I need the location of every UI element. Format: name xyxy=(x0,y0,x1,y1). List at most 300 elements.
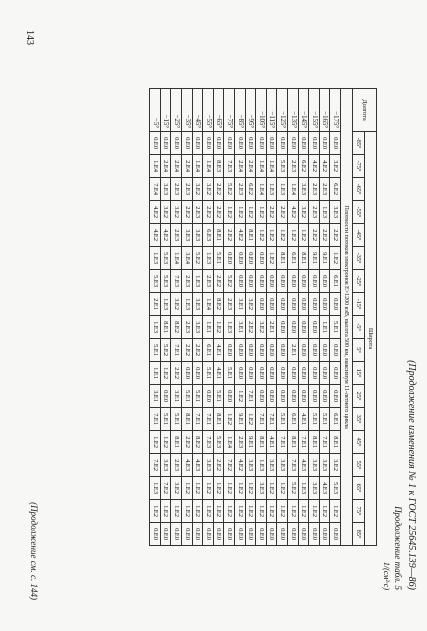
page-number: 143 xyxy=(24,30,35,45)
flux-value-cell: 5.E1 xyxy=(330,316,341,339)
latitude-header: -55° xyxy=(353,201,365,224)
flux-value-cell: 0.E0 xyxy=(245,339,256,362)
table-row xyxy=(213,89,224,546)
flux-value-cell: 0.E0 xyxy=(235,523,246,546)
table-row xyxy=(182,89,193,546)
flux-value-cell: 2.E3 xyxy=(288,155,299,178)
flux-value-cell: 5.E2 xyxy=(224,178,235,201)
flux-value-cell: 0.E0 xyxy=(160,132,171,155)
flux-value-cell: 2.E3 xyxy=(171,224,182,247)
table-row xyxy=(192,89,203,546)
flux-value-cell: 3.E3 xyxy=(256,477,267,500)
flux-value-cell: 4.E1 xyxy=(213,362,224,385)
flux-value-cell: 0.E0 xyxy=(266,523,277,546)
latitude-header: 85° xyxy=(353,523,365,546)
latitude-header: 65° xyxy=(353,477,365,500)
longitude-cell: −135° xyxy=(288,89,299,132)
header-row-group xyxy=(365,89,377,546)
longitude-cell: −35° xyxy=(182,89,193,132)
table-row xyxy=(266,89,277,546)
flux-value-cell: 0.E0 xyxy=(288,132,299,155)
flux-value-cell: 0.E0 xyxy=(319,270,330,293)
flux-value-cell: 0.E0 xyxy=(224,132,235,155)
flux-value-cell: 5.E1 xyxy=(277,408,288,431)
flux-value-cell: 7.E2 xyxy=(150,454,161,477)
flux-value-cell: 1.E3 xyxy=(298,477,309,500)
flux-value-cell: 0.E0 xyxy=(298,132,309,155)
latitude-header: -25° xyxy=(353,270,365,293)
flux-value-cell: 1.E2 xyxy=(171,500,182,523)
flux-value-cell: 4.E2 xyxy=(150,224,161,247)
flux-value-cell: 0.E0 xyxy=(330,132,341,155)
flux-value-cell: 0.E0 xyxy=(266,339,277,362)
flux-value-cell: 4.E2 xyxy=(235,454,246,477)
flux-value-cell: 3.E3 xyxy=(182,224,193,247)
flux-value-cell: 3.E2 xyxy=(171,293,182,316)
flux-value-cell: 3.E2 xyxy=(330,454,341,477)
flux-value-cell: 1.E2 xyxy=(160,362,171,385)
flux-value-cell: 4.E1 xyxy=(298,408,309,431)
flux-value-cell: 8.E1 xyxy=(182,408,193,431)
flux-value-cell: 3.E3 xyxy=(203,454,214,477)
flux-value-cell: 1.E2 xyxy=(224,201,235,224)
flux-value-cell: 5.E1 xyxy=(203,362,214,385)
flux-value-cell: 1.E4 xyxy=(203,155,214,178)
flux-value-cell: 1.E4 xyxy=(171,247,182,270)
flux-value-cell: 2.E3 xyxy=(182,270,193,293)
flux-value-cell: 1.E2 xyxy=(288,500,299,523)
flux-value-cell: 3.E3 xyxy=(192,293,203,316)
flux-value-cell: 5.E3 xyxy=(213,431,224,454)
flux-value-cell: 5.E2 xyxy=(224,270,235,293)
flux-value-cell: 1.E3 xyxy=(192,270,203,293)
longitude-cell: −75° xyxy=(224,89,235,132)
flux-value-cell: 7.E3 xyxy=(171,270,182,293)
flux-value-cell: 5.E1 xyxy=(160,408,171,431)
flux-value-cell: 3.E3 xyxy=(192,316,203,339)
flux-value-cell: 0.E0 xyxy=(235,270,246,293)
flux-value-cell: 0.E0 xyxy=(298,270,309,293)
flux-value-cell: 3.E2 xyxy=(298,201,309,224)
flux-value-cell: 0.E0 xyxy=(319,385,330,408)
table-row xyxy=(277,89,288,546)
flux-value-cell: 0.E0 xyxy=(288,362,299,385)
flux-value-cell: 0.E0 xyxy=(182,132,193,155)
flux-value-cell: 6.E1 xyxy=(288,408,299,431)
flux-value-cell: 3.E3 xyxy=(160,178,171,201)
flux-value-cell: 3.E3 xyxy=(192,224,203,247)
flux-value-cell: 2.E4 xyxy=(160,155,171,178)
longitude-cell: −95° xyxy=(245,89,256,132)
flux-value-cell: 0.E0 xyxy=(256,247,267,270)
flux-value-cell: 1.E2 xyxy=(288,224,299,247)
longitude-cell: −5° xyxy=(150,89,161,132)
flux-value-cell: 1.E2 xyxy=(245,408,256,431)
flux-value-cell: 1.E3 xyxy=(224,316,235,339)
longitude-cell: −155° xyxy=(309,89,320,132)
flux-value-cell: 0.E0 xyxy=(224,247,235,270)
flux-value-cell: 0.E0 xyxy=(319,293,330,316)
flux-value-cell: 1.E2 xyxy=(277,477,288,500)
flux-value-cell: 1.E4 xyxy=(266,155,277,178)
flux-value-cell: 5.E3 xyxy=(160,270,171,293)
flux-value-cell: 6.E2 xyxy=(245,178,256,201)
longitude-cell: −45° xyxy=(192,89,203,132)
latitude-header: -35° xyxy=(353,247,365,270)
flux-value-cell: 7.E1 xyxy=(266,408,277,431)
latitude-header: 5° xyxy=(353,339,365,362)
flux-value-cell: 2.E2 xyxy=(182,431,193,454)
flux-value-cell: 5.E1 xyxy=(213,385,224,408)
flux-value-cell: 2.E2 xyxy=(266,201,277,224)
flux-value-cell: 0.E0 xyxy=(192,132,203,155)
flux-value-cell: 3.E3 xyxy=(266,454,277,477)
flux-value-cell: 9.E1 xyxy=(235,408,246,431)
flux-value-cell: 3.E4 xyxy=(182,247,193,270)
flux-value-cell: 7.E4 xyxy=(150,178,161,201)
flux-value-cell: 1.E2 xyxy=(213,477,224,500)
flux-value-cell: 1.E2 xyxy=(150,500,161,523)
longitude-cell: −165° xyxy=(319,89,330,132)
flux-value-cell: 3.E3 xyxy=(330,201,341,224)
flux-value-cell: 6.E1 xyxy=(330,270,341,293)
flux-value-cell: 0.E0 xyxy=(266,362,277,385)
flux-value-cell: 1.E3 xyxy=(256,454,267,477)
flux-value-cell: 3.E1 xyxy=(235,293,246,316)
flux-value-cell: 1.E4 xyxy=(256,178,267,201)
flux-value-cell: 2.E3 xyxy=(235,178,246,201)
longitude-cell: −175° xyxy=(330,89,341,132)
flux-value-cell: 0.E0 xyxy=(182,362,193,385)
flux-value-cell: 3.E3 xyxy=(277,454,288,477)
flux-value-cell: 0.E0 xyxy=(298,339,309,362)
flux-value-cell: 8.E2 xyxy=(192,431,203,454)
flux-value-cell: 1.E2 xyxy=(192,477,203,500)
flux-value-cell: 8.E1 xyxy=(277,247,288,270)
flux-value-cell: 0.E0 xyxy=(298,293,309,316)
flux-value-cell: 1.E2 xyxy=(235,385,246,408)
latitude-header: -15° xyxy=(353,293,365,316)
flux-value-cell: 1.E2 xyxy=(256,500,267,523)
longitude-cell: −145° xyxy=(298,89,309,132)
flux-value-cell: 0.E0 xyxy=(150,132,161,155)
flux-value-cell: 2.E4 xyxy=(245,155,256,178)
table-row xyxy=(203,89,214,546)
flux-value-cell: 7.E1 xyxy=(150,408,161,431)
flux-value-cell: 0.E0 xyxy=(319,523,330,546)
flux-value-cell: 1.E2 xyxy=(256,201,267,224)
table-row xyxy=(319,89,330,546)
longitude-cell: −85° xyxy=(235,89,246,132)
flux-value-cell: 0.E0 xyxy=(277,293,288,316)
latitude-header: 45° xyxy=(353,431,365,454)
flux-value-cell: 1.E2 xyxy=(277,500,288,523)
flux-value-cell: 8.E2 xyxy=(213,293,224,316)
flux-value-cell: 4.E3 xyxy=(192,454,203,477)
flux-value-cell: 1.E2 xyxy=(245,477,256,500)
flux-value-cell: 7.E1 xyxy=(256,408,267,431)
flux-value-cell: 3.E3 xyxy=(309,454,320,477)
flux-value-cell: 0.E0 xyxy=(309,362,320,385)
flux-value-cell: 0.E0 xyxy=(245,132,256,155)
flux-value-cell: 3.E3 xyxy=(160,454,171,477)
flux-value-cell: 7.E1 xyxy=(277,431,288,454)
flux-value-cell: 2.E2 xyxy=(245,316,256,339)
table-row xyxy=(150,89,161,546)
table-continuation-label: Продолжение табл. 5 xyxy=(393,506,403,590)
flux-value-cell: 2.E2 xyxy=(182,339,193,362)
flux-value-cell: 8.E1 xyxy=(171,431,182,454)
flux-value-cell: 1.E2 xyxy=(319,500,330,523)
flux-value-cell: 1.E2 xyxy=(213,316,224,339)
flux-value-cell: 1.E2 xyxy=(150,431,161,454)
longitude-cell: −115° xyxy=(266,89,277,132)
flux-value-cell: 0.E0 xyxy=(277,523,288,546)
flux-value-cell: 0.E0 xyxy=(171,523,182,546)
flux-value-cell: 0.E0 xyxy=(256,270,267,293)
flux-value-cell: 8.E1 xyxy=(309,431,320,454)
latitude-header: 75° xyxy=(353,500,365,523)
flux-value-cell: 2.E2 xyxy=(213,178,224,201)
flux-value-cell: 4.E3 xyxy=(319,477,330,500)
flux-value-cell: 0.E0 xyxy=(160,385,171,408)
flux-value-cell: 3.E2 xyxy=(160,201,171,224)
flux-value-cell: 2.E1 xyxy=(266,316,277,339)
corner-label: Долгота xyxy=(353,89,377,132)
flux-value-cell: 2.E2 xyxy=(319,224,330,247)
flux-value-cell: 1.E2 xyxy=(160,500,171,523)
flux-value-cell: 1.E3 xyxy=(182,293,193,316)
flux-value-cell: 0.E0 xyxy=(256,362,267,385)
flux-value-cell: 6.E1 xyxy=(330,408,341,431)
flux-value-cell: 0.E0 xyxy=(330,362,341,385)
flux-value-cell: 5.E1 xyxy=(192,385,203,408)
flux-value-cell: 4.E3 xyxy=(298,454,309,477)
flux-value-cell: 0.E0 xyxy=(288,385,299,408)
flux-value-cell: 2.E4 xyxy=(235,155,246,178)
flux-value-cell: 3.E3 xyxy=(309,477,320,500)
flux-value-cell: 1.E2 xyxy=(160,431,171,454)
flux-value-cell: 2.E3 xyxy=(182,178,193,201)
flux-value-cell: 7.E2 xyxy=(224,454,235,477)
flux-value-cell: 0.E0 xyxy=(298,385,309,408)
flux-value-cell: 4.E2 xyxy=(319,155,330,178)
flux-value-cell: 8.E1 xyxy=(160,316,171,339)
flux-value-cell: 1.E4 xyxy=(192,155,203,178)
flux-value-cell: 7.E1 xyxy=(192,408,203,431)
flux-value-cell: 4.E2 xyxy=(160,224,171,247)
flux-value-cell: 1.E2 xyxy=(203,477,214,500)
flux-value-cell: 0.E0 xyxy=(309,385,320,408)
flux-value-cell: 3.E1 xyxy=(235,316,246,339)
flux-value-cell: 0.E0 xyxy=(319,362,330,385)
flux-value-cell: 0.E0 xyxy=(266,293,277,316)
flux-value-cell: 3.E2 xyxy=(256,316,267,339)
flux-value-cell: 2.E2 xyxy=(213,454,224,477)
flux-value-cell: 6.E1 xyxy=(203,339,214,362)
flux-value-cell: 0.E0 xyxy=(298,523,309,546)
latitude-group-label: Широта xyxy=(365,132,377,546)
table-row xyxy=(160,89,171,546)
longitude-cell: −55° xyxy=(203,89,214,132)
flux-value-cell: 0.E0 xyxy=(309,339,320,362)
flux-value-cell: 0.E0 xyxy=(256,523,267,546)
flux-value-cell: 1.E2 xyxy=(309,500,320,523)
flux-value-cell: 5.E1 xyxy=(150,339,161,362)
flux-value-cell: 5.E1 xyxy=(309,408,320,431)
flux-value-cell: 7.E1 xyxy=(171,339,182,362)
flux-value-cell: 0.E0 xyxy=(235,247,246,270)
flux-value-cell: 0.E0 xyxy=(266,270,277,293)
flux-value-cell: 2.E3 xyxy=(224,293,235,316)
flux-value-cell: 5.E1 xyxy=(213,247,224,270)
flux-value-cell: 2.E3 xyxy=(171,178,182,201)
flux-value-cell: 4.E2 xyxy=(235,224,246,247)
flux-value-cell: 2.E2 xyxy=(182,201,193,224)
table-row xyxy=(330,89,341,546)
flux-value-cell: 8.E3 xyxy=(213,155,224,178)
latitude-header: 55° xyxy=(353,454,365,477)
flux-value-cell: 3.E3 xyxy=(245,454,256,477)
flux-value-cell: 0.E0 xyxy=(277,339,288,362)
flux-value-cell: 1.E3 xyxy=(150,316,161,339)
table-row xyxy=(245,89,256,546)
flux-value-cell: 0.E0 xyxy=(288,523,299,546)
latitude-header: 15° xyxy=(353,362,365,385)
flux-value-cell: 1.E3 xyxy=(319,201,330,224)
flux-value-cell: 1.E3 xyxy=(277,178,288,201)
flux-value-cell: 0.E0 xyxy=(288,293,299,316)
flux-value-cell: 2.E4 xyxy=(171,155,182,178)
flux-value-cell: 6.E2 xyxy=(330,178,341,201)
flux-value-cell: 3.E3 xyxy=(319,454,330,477)
flux-value-cell: 1.E2 xyxy=(245,201,256,224)
flux-value-cell: 0.E0 xyxy=(256,339,267,362)
flux-value-cell: 0.E0 xyxy=(256,293,267,316)
flux-value-cell: 7.E3 xyxy=(224,155,235,178)
latitude-header-row xyxy=(353,89,365,546)
flux-value-cell: 2.E3 xyxy=(192,201,203,224)
flux-value-cell: 8.E1 xyxy=(298,247,309,270)
flux-value-cell: 3.E1 xyxy=(171,385,182,408)
flux-value-cell: 1.E2 xyxy=(245,500,256,523)
flux-value-cell: 0.E0 xyxy=(213,523,224,546)
flux-value-cell: 5.E2 xyxy=(288,477,299,500)
flux-table xyxy=(149,88,377,546)
flux-value-cell: 5.E1 xyxy=(171,408,182,431)
flux-value-cell: 3.E2 xyxy=(203,178,214,201)
flux-value-cell: 9.E1 xyxy=(309,247,320,270)
flux-value-cell: 2.E1 xyxy=(150,293,161,316)
table-row xyxy=(235,89,246,546)
flux-value-cell: 1.E2 xyxy=(298,500,309,523)
flux-value-cell: 0.E0 xyxy=(203,385,214,408)
flux-value-cell: 1.E3 xyxy=(266,178,277,201)
flux-value-cell: 2.E2 xyxy=(330,224,341,247)
flux-value-cell: 3.E2 xyxy=(330,155,341,178)
flux-value-cell: 5.E3 xyxy=(330,477,341,500)
flux-value-cell: 1.E3 xyxy=(150,247,161,270)
flux-value-cell: 8.E1 xyxy=(245,224,256,247)
flux-value-cell: 3.E2 xyxy=(245,293,256,316)
table-row xyxy=(224,89,235,546)
flux-value-cell: 8.E1 xyxy=(213,224,224,247)
flux-value-cell: 1.E2 xyxy=(266,500,277,523)
flux-value-cell: 2.E3 xyxy=(203,270,214,293)
flux-value-cell: 4.E2 xyxy=(150,201,161,224)
flux-value-cell: 1.E2 xyxy=(235,477,246,500)
flux-value-cell: 0.E0 xyxy=(309,523,320,546)
table-row xyxy=(171,89,182,546)
latitude-header: -85° xyxy=(353,132,365,155)
longitude-cell: −25° xyxy=(171,89,182,132)
flux-value-cell: 1.E2 xyxy=(224,477,235,500)
flux-value-cell: 0.E0 xyxy=(182,523,193,546)
flux-value-cell: 0.E0 xyxy=(277,316,288,339)
flux-value-cell: 6.E2 xyxy=(298,155,309,178)
flux-value-cell: 2.E4 xyxy=(182,155,193,178)
flux-value-cell: 2.E2 xyxy=(224,224,235,247)
flux-value-cell: 0.E0 xyxy=(288,316,299,339)
flux-value-cell: 8.E2 xyxy=(171,316,182,339)
flux-value-cell: 2.E3 xyxy=(235,431,246,454)
flux-value-cell: 7.E1 xyxy=(245,385,256,408)
flux-value-cell: 9.E1 xyxy=(319,247,330,270)
flux-value-cell: 2.E2 xyxy=(213,270,224,293)
flux-value-cell: 1.E4 xyxy=(288,178,299,201)
flux-value-cell: 0.E0 xyxy=(319,339,330,362)
subcaption-row xyxy=(341,89,353,546)
table-row xyxy=(298,89,309,546)
latitude-header: 25° xyxy=(353,385,365,408)
flux-value-cell: 1.E2 xyxy=(256,224,267,247)
flux-value-cell: 5.E1 xyxy=(224,362,235,385)
flux-value-cell: 1.E1 xyxy=(319,316,330,339)
flux-value-cell: 0.E0 xyxy=(277,132,288,155)
flux-value-cell: 0.E0 xyxy=(330,339,341,362)
flux-value-cell: 6.E1 xyxy=(288,247,299,270)
flux-value-cell: 2.E3 xyxy=(309,201,320,224)
flux-value-cell: 1.E2 xyxy=(266,477,277,500)
flux-value-cell: 0.E0 xyxy=(309,316,320,339)
flux-value-cell: 2.E1 xyxy=(288,339,299,362)
flux-value-cell: 0.E0 xyxy=(298,316,309,339)
flux-value-cell: 5.E2 xyxy=(192,247,203,270)
flux-value-cell: 5.E3 xyxy=(160,247,171,270)
flux-value-cell: 1.E2 xyxy=(330,247,341,270)
table-row xyxy=(309,89,320,546)
flux-value-cell: 8.E1 xyxy=(213,408,224,431)
flux-value-cell: 5.E2 xyxy=(160,339,171,362)
flux-value-cell: 2.E2 xyxy=(309,224,320,247)
flux-value-cell: 8.E1 xyxy=(288,431,299,454)
flux-value-cell: 1.E2 xyxy=(224,408,235,431)
flux-value-cell: 1.E2 xyxy=(235,201,246,224)
flux-value-cell: 0.E0 xyxy=(224,339,235,362)
flux-value-cell: 0.E0 xyxy=(256,132,267,155)
flux-value-cell: 1.E1 xyxy=(203,316,214,339)
flux-value-cell: 0.E0 xyxy=(235,339,246,362)
latitude-header: 35° xyxy=(353,408,365,431)
flux-value-cell: 2.E2 xyxy=(277,201,288,224)
flux-value-cell: 0.E0 xyxy=(203,132,214,155)
flux-value-cell: 0.E0 xyxy=(213,132,224,155)
flux-value-cell: 3.E2 xyxy=(171,477,182,500)
flux-value-cell: 1.E2 xyxy=(298,224,309,247)
flux-value-cell: 0.E0 xyxy=(235,362,246,385)
flux-value-cell: 7.E1 xyxy=(298,431,309,454)
flux-value-cell: 0.E0 xyxy=(309,270,320,293)
